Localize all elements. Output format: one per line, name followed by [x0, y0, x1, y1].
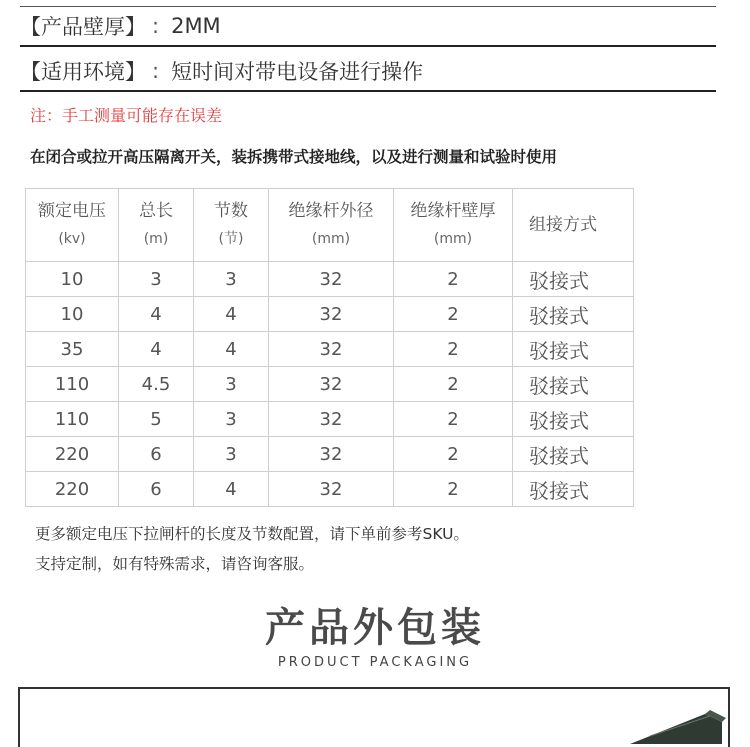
table-cell: 驳接式 [513, 472, 634, 507]
header-cell: 组接方式 [513, 189, 634, 262]
table-cell: 驳接式 [513, 332, 634, 367]
table-row [26, 437, 634, 472]
table-cell: 35 [26, 332, 119, 367]
table-cell: 3 [194, 367, 269, 402]
table-cell: 220 [26, 472, 119, 507]
table-cell: 2 [394, 332, 513, 367]
table-cell: 32 [269, 402, 394, 437]
table-row [26, 472, 634, 507]
table-row [26, 367, 634, 402]
spec-key: 【适用环境】 [20, 60, 146, 84]
spec-key: 【产品壁厚】 [20, 15, 146, 39]
table-cell: 5 [119, 402, 194, 437]
spec-value: 短时间对带电设备进行操作 [171, 60, 424, 84]
section-title: 产品外包装 [265, 605, 485, 651]
table-cell: 32 [269, 332, 394, 367]
table-cell: 4 [194, 297, 269, 332]
table-cell: 220 [26, 437, 119, 472]
usage-description: 在闭合或拉开高压隔离开关，装拆携带式接地线，以及进行测量和试验时使用 [30, 148, 558, 166]
table-cell: 3 [194, 437, 269, 472]
header-cell: 绝缘杆壁厚 (mm) [394, 189, 513, 262]
table-cell: 2 [394, 297, 513, 332]
table-cell: 驳接式 [513, 367, 634, 402]
table-cell: 2 [394, 262, 513, 297]
table-cell: 10 [26, 262, 119, 297]
table-cell: 3 [194, 402, 269, 437]
table-cell: 2 [394, 437, 513, 472]
table-row [26, 262, 634, 297]
footnote: 支持定制，如有特殊需求，请咨询客服。 [35, 555, 315, 573]
table-cell: 4 [119, 332, 194, 367]
section-subtitle: PRODUCT PACKAGING [277, 655, 473, 670]
table-cell: 32 [269, 437, 394, 472]
table-cell: 驳接式 [513, 402, 634, 437]
table-cell: 32 [269, 297, 394, 332]
header-cell: 额定电压 (kv) [26, 189, 119, 262]
footnote: 更多额定电压下拉闸杆的长度及节数配置，请下单前参考SKU。 [35, 525, 469, 543]
packaging-box-image [610, 704, 730, 744]
table-cell: 2 [394, 367, 513, 402]
table-header-row [26, 189, 634, 262]
table-row [26, 402, 634, 437]
table-cell: 32 [269, 367, 394, 402]
table-cell: 2 [394, 402, 513, 437]
header-cell: 总长 (m) [119, 189, 194, 262]
spec-value: 2MM [171, 14, 221, 38]
header-cell: 节数 (节) [194, 189, 269, 262]
table-cell: 10 [26, 297, 119, 332]
table-cell: 4 [119, 297, 194, 332]
table-row [26, 297, 634, 332]
table-cell: 驳接式 [513, 437, 634, 472]
spec-row-environment [20, 52, 716, 92]
table-cell: 2 [394, 472, 513, 507]
header-cell: 绝缘杆外径 (mm) [269, 189, 394, 262]
table-cell: 驳接式 [513, 297, 634, 332]
table-cell: 32 [269, 472, 394, 507]
spec-separator: : [152, 14, 160, 38]
table-cell: 4.5 [119, 367, 194, 402]
measurement-note: 注：手工测量可能存在误差 [30, 106, 223, 125]
table-cell: 3 [194, 262, 269, 297]
table-cell: 4 [194, 472, 269, 507]
table-cell: 32 [269, 262, 394, 297]
spec-row-wall-thickness [20, 6, 716, 47]
table-cell: 6 [119, 472, 194, 507]
table-cell: 4 [194, 332, 269, 367]
spec-separator: : [152, 59, 160, 83]
table-row [26, 332, 634, 367]
spec-table [25, 188, 634, 507]
table-cell: 110 [26, 367, 119, 402]
table-cell: 3 [119, 262, 194, 297]
table-cell: 110 [26, 402, 119, 437]
table-cell: 驳接式 [513, 262, 634, 297]
table-cell: 6 [119, 437, 194, 472]
